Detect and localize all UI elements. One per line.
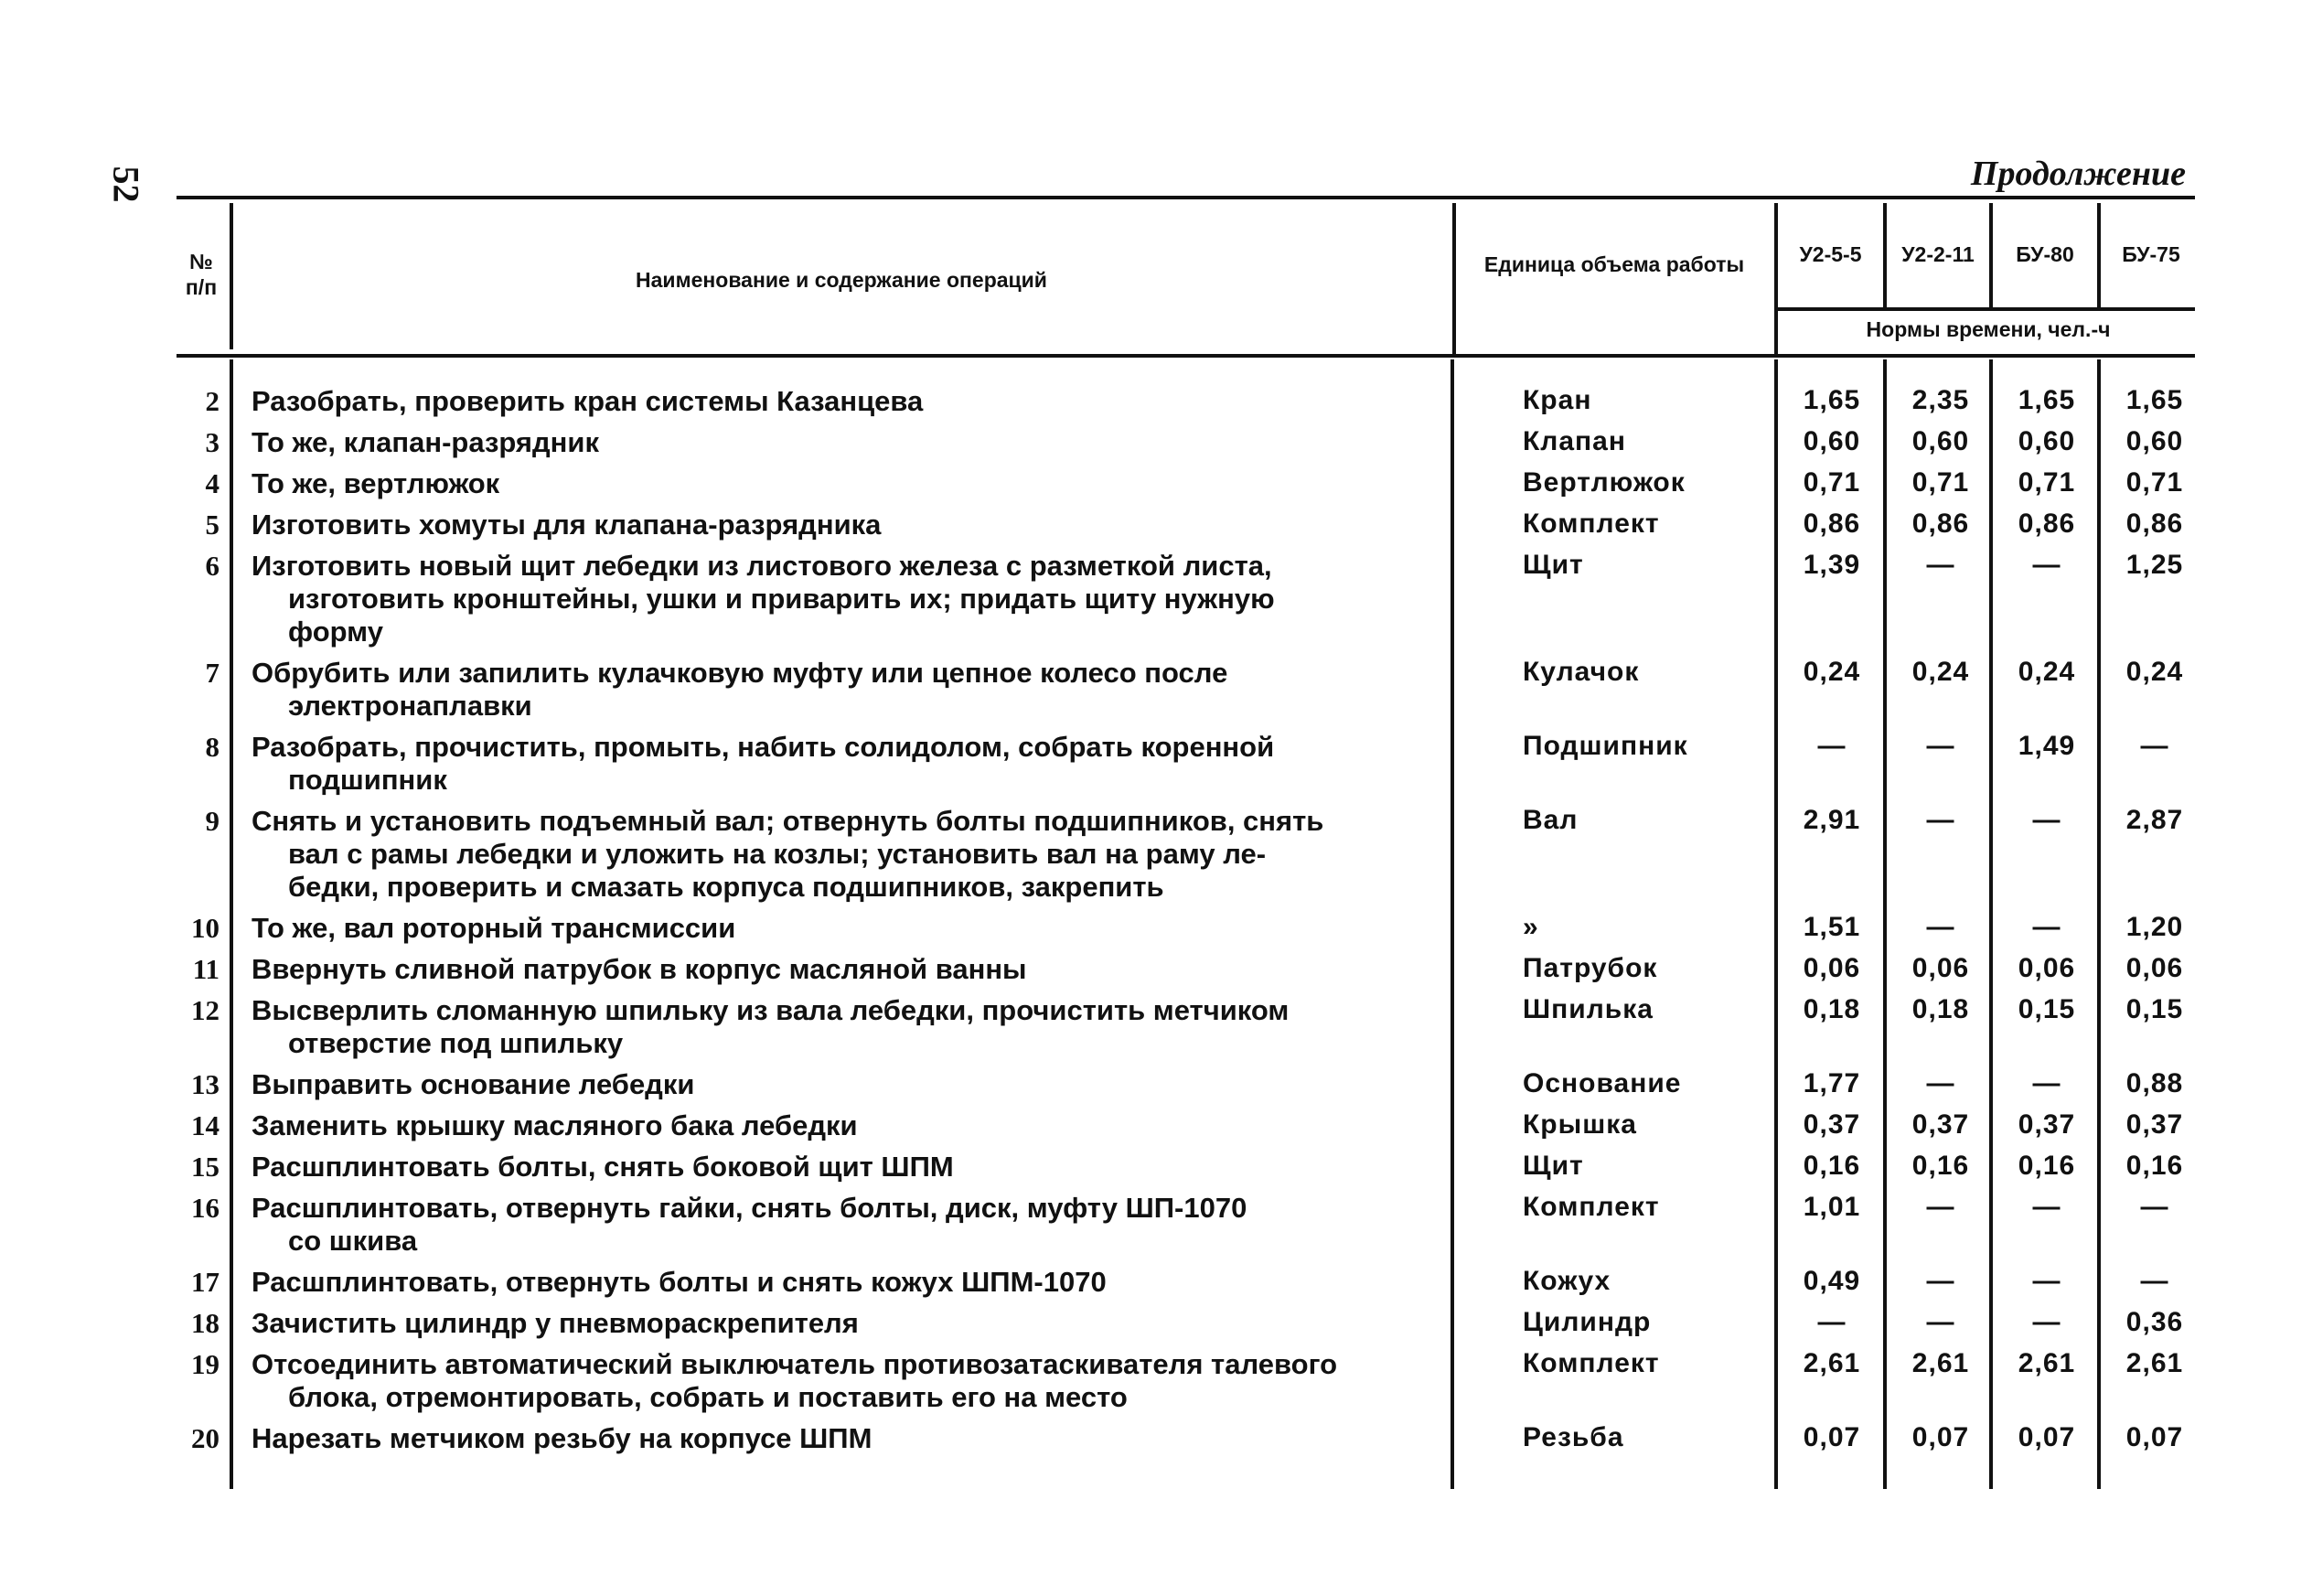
time-norm-value: —	[1926, 805, 1955, 835]
time-norm-value: 0,71	[1803, 467, 1861, 498]
operation-line: То же, вертлюжок	[252, 467, 500, 499]
time-norm-value: 0,15	[2125, 994, 2184, 1024]
table-row	[0, 1348, 2323, 1422]
time-norm-value: —	[2140, 1266, 2169, 1296]
row-number: 4	[205, 467, 219, 499]
operation-line: То же, вал роторный трансмиссии	[252, 912, 736, 944]
row-number: 17	[191, 1266, 219, 1298]
row-number: 7	[205, 657, 219, 689]
work-unit: Патрубок	[1523, 953, 1658, 983]
table-top-rule	[177, 196, 2195, 199]
time-norm-value: 1,25	[2125, 550, 2184, 580]
operation-name	[252, 953, 1431, 986]
operation-name	[252, 1266, 1431, 1299]
work-unit: Кулачок	[1523, 657, 1640, 687]
header-name: Наименование и содержание операций	[636, 268, 1047, 292]
time-norm-value: —	[2032, 912, 2061, 942]
time-norm-value: —	[2140, 731, 2169, 761]
time-norm-value: 0,37	[1911, 1109, 1970, 1140]
time-norm-value: 0,24	[2018, 657, 2076, 687]
table-row	[0, 953, 2323, 994]
operation-line: Нарезать метчиком резьбу на корпусе ШПМ	[252, 1422, 872, 1454]
work-unit: Вал	[1523, 805, 1579, 835]
operation-line: Расшплинтовать болты, снять боковой щит ШПМ	[252, 1151, 954, 1183]
header-num: № п/п	[185, 250, 218, 299]
operation-line: Расшплинтовать, отвернуть болты и снять кожух ШПМ-1070	[252, 1266, 1107, 1298]
work-unit: Цилиндр	[1523, 1307, 1652, 1337]
time-norm-value: 2,61	[2125, 1348, 2184, 1378]
table-row	[0, 1068, 2323, 1109]
time-norm-value: 2,35	[1911, 385, 1970, 415]
operation-line: Зачистить цилиндр у пневмораскрепителя	[252, 1307, 859, 1339]
operation-name	[252, 731, 1431, 797]
time-norm-value: —	[2032, 1266, 2061, 1296]
operation-name	[252, 385, 1431, 418]
operation-name	[252, 1422, 1431, 1455]
row-number: 12	[191, 994, 219, 1026]
work-unit: Шпилька	[1523, 994, 1654, 1024]
row-number: 9	[205, 805, 219, 837]
operation-name	[252, 1348, 1431, 1414]
time-norm-value: 0,36	[2125, 1307, 2184, 1337]
time-norm-value: 0,16	[1803, 1151, 1861, 1181]
row-number: 5	[205, 509, 219, 541]
table-row	[0, 657, 2323, 731]
time-norm-value: —	[1926, 1192, 1955, 1222]
operation-line: Выправить основание лебедки	[252, 1068, 695, 1100]
time-norm-value: 0,07	[1911, 1422, 1970, 1452]
operation-line: Заменить крышку масляного бака лебедки	[252, 1109, 858, 1141]
row-number: 15	[191, 1151, 219, 1183]
time-norm-value: 0,37	[1803, 1109, 1861, 1140]
table-row	[0, 731, 2323, 805]
time-norm-value: 0,60	[1911, 426, 1970, 456]
row-number: 13	[191, 1068, 219, 1100]
operation-name	[252, 1307, 1431, 1340]
table-body	[0, 385, 2323, 1463]
time-norm-value: 1,65	[2018, 385, 2076, 415]
operation-line: Изготовить хомуты для клапана-разрядника	[252, 509, 882, 541]
page-number: 52	[105, 166, 147, 203]
operation-line: То же, клапан-разрядник	[252, 426, 599, 458]
time-norm-value: 0,06	[2018, 953, 2076, 983]
operation-line: Разобрать, проверить кран системы Казанцева	[252, 385, 924, 417]
time-norm-value: —	[2032, 1307, 2061, 1337]
table-row	[0, 994, 2323, 1068]
work-unit: Резьба	[1523, 1422, 1624, 1452]
operation-line: вал с рамы лебедки и уложить на козлы; установить вал на раму ле-	[288, 838, 1267, 870]
time-norm-value: 0,24	[1911, 657, 1970, 687]
operation-name	[252, 1109, 1431, 1142]
operation-line: Расшплинтовать, отвернуть гайки, снять болты, диск, муфту ШП-1070	[252, 1192, 1247, 1224]
row-number: 10	[191, 912, 219, 944]
time-norm-value: 0,86	[1911, 509, 1970, 539]
time-norm-value: 0,86	[2018, 509, 2076, 539]
time-norm-value: —	[2032, 1068, 2061, 1098]
operation-line: Изготовить новый щит лебедки из листового железа с разметкой листа,	[252, 550, 1272, 582]
operation-line: Отсоединить автоматический выключатель противозатаскивателя талевого	[252, 1348, 1338, 1380]
row-number: 19	[191, 1348, 219, 1380]
work-unit: Основание	[1523, 1068, 1682, 1098]
time-norm-value: 1,51	[1803, 912, 1861, 942]
models-sub-rule	[1776, 307, 2195, 311]
work-unit: Щит	[1523, 550, 1584, 580]
work-unit: Щит	[1523, 1151, 1584, 1181]
operation-name	[252, 509, 1431, 541]
time-norm-value: 2,87	[2125, 805, 2184, 835]
time-norm-value: 0,24	[1803, 657, 1861, 687]
time-norm-value: 0,71	[2018, 467, 2076, 498]
operation-line: Снять и установить подъемный вал; отвернуть болты подшипников, снять	[252, 805, 1324, 837]
operation-name	[252, 1151, 1431, 1184]
work-unit: Комплект	[1523, 1192, 1660, 1222]
time-norm-value: —	[1926, 912, 1955, 942]
time-norm-value: —	[1926, 1068, 1955, 1098]
work-unit: Комплект	[1523, 1348, 1660, 1378]
work-unit: Вертлюжок	[1523, 467, 1686, 498]
time-norm-value: 0,37	[2018, 1109, 2076, 1140]
table-row	[0, 1266, 2323, 1307]
table-row	[0, 1151, 2323, 1192]
time-norm-value: 0,06	[1911, 953, 1970, 983]
time-norm-value: 0,06	[2125, 953, 2184, 983]
time-norm-value: 0,16	[2018, 1151, 2076, 1181]
time-norm-value: 2,61	[1803, 1348, 1861, 1378]
table-row	[0, 467, 2323, 509]
time-norm-value: 0,18	[1803, 994, 1861, 1024]
time-norm-value: 1,39	[1803, 550, 1861, 580]
time-norm-value: 0,86	[2125, 509, 2184, 539]
header-divider	[1452, 203, 1456, 354]
time-norm-value: 0,24	[2125, 657, 2184, 687]
work-unit: »	[1523, 912, 1539, 942]
row-number: 11	[192, 953, 219, 985]
time-norm-value: 1,49	[2018, 731, 2076, 761]
operation-line: изготовить кронштейны, ушки и приварить их; придать щиту нужную	[288, 583, 1275, 615]
operation-line: со шкива	[288, 1225, 418, 1257]
row-number: 20	[191, 1422, 219, 1454]
operation-line: Разобрать, прочистить, промыть, набить солидолом, собрать коренной	[252, 731, 1275, 763]
time-norm-value: —	[2140, 1192, 2169, 1222]
work-unit: Крышка	[1523, 1109, 1637, 1140]
time-norm-value: 0,71	[2125, 467, 2184, 498]
operation-line: Высверлить сломанную шпильку из вала лебедки, прочистить метчиком	[252, 994, 1290, 1026]
time-norm-value: 0,71	[1911, 467, 1970, 498]
time-norm-value: 0,60	[2018, 426, 2076, 456]
time-norm-value: 0,07	[2018, 1422, 2076, 1452]
time-norm-value: 0,16	[1911, 1151, 1970, 1181]
table-row	[0, 1422, 2323, 1463]
table-row	[0, 385, 2323, 426]
row-number: 6	[205, 550, 219, 582]
time-norm-value: 0,16	[2125, 1151, 2184, 1181]
time-norm-value: 2,61	[2018, 1348, 2076, 1378]
header-unit: Единица объема работы	[1483, 252, 1745, 276]
time-norm-value: 0,18	[1911, 994, 1970, 1024]
operation-line: блока, отремонтировать, собрать и поставить его на место	[288, 1381, 1128, 1413]
time-norm-value: —	[2032, 805, 2061, 835]
header-model: БУ-75	[2122, 242, 2180, 266]
table-row	[0, 509, 2323, 550]
time-norm-value: 0,60	[1803, 426, 1861, 456]
table-row	[0, 805, 2323, 912]
header-model: БУ-80	[2016, 242, 2074, 266]
time-norm-value: —	[1926, 550, 1955, 580]
time-norm-value: 0,60	[2125, 426, 2184, 456]
operation-name	[252, 1192, 1431, 1258]
header-bottom-rule	[177, 354, 2195, 358]
time-norm-value: 0,49	[1803, 1266, 1861, 1296]
operation-name	[252, 912, 1431, 945]
table-row	[0, 1109, 2323, 1151]
time-norm-value: 2,91	[1803, 805, 1861, 835]
operation-name	[252, 805, 1431, 904]
operation-name	[252, 1068, 1431, 1101]
time-norm-value: 0,37	[2125, 1109, 2184, 1140]
table-row	[0, 550, 2323, 657]
row-number: 2	[205, 385, 219, 417]
operation-name	[252, 657, 1431, 723]
operation-line: отверстие под шпильку	[288, 1027, 624, 1059]
time-norm-value: 1,65	[2125, 385, 2184, 415]
time-norm-value: 0,07	[2125, 1422, 2184, 1452]
time-norm-value: 0,06	[1803, 953, 1861, 983]
time-norm-value: 2,61	[1911, 1348, 1970, 1378]
time-norm-value: 1,20	[2125, 912, 2184, 942]
table-row	[0, 1192, 2323, 1266]
time-norm-value: 1,77	[1803, 1068, 1861, 1098]
row-number: 8	[205, 731, 219, 763]
time-norm-value: —	[1817, 731, 1847, 761]
work-unit: Кожух	[1523, 1266, 1611, 1296]
row-number: 16	[191, 1192, 219, 1224]
table-row	[0, 426, 2323, 467]
time-norm-value: 1,01	[1803, 1192, 1861, 1222]
work-unit: Подшипник	[1523, 731, 1688, 761]
time-norm-value: —	[1817, 1307, 1847, 1337]
operation-name	[252, 550, 1431, 648]
operation-line: форму	[288, 616, 383, 648]
time-norm-value: 0,07	[1803, 1422, 1861, 1452]
time-norm-value: 1,65	[1803, 385, 1861, 415]
operation-line: Обрубить или запилить кулачковую муфту или цепное колесо после	[252, 657, 1228, 689]
time-norm-value: 0,15	[2018, 994, 2076, 1024]
time-norm-value: 0,86	[1803, 509, 1861, 539]
table-row	[0, 1307, 2323, 1348]
row-number: 3	[205, 426, 219, 458]
operation-line: подшипник	[288, 764, 447, 796]
time-norm-value: —	[1926, 731, 1955, 761]
time-norm-value: —	[1926, 1266, 1955, 1296]
work-unit: Кран	[1523, 385, 1592, 415]
time-norm-value: 0,88	[2125, 1068, 2184, 1098]
row-number: 18	[191, 1307, 219, 1339]
table-row	[0, 912, 2323, 953]
operation-name	[252, 426, 1431, 459]
header-model: У2-2-11	[1901, 242, 1975, 266]
time-norm-value: —	[2032, 1192, 2061, 1222]
operation-line: Ввернуть сливной патрубок в корпус масляной ванны	[252, 953, 1027, 985]
work-unit: Клапан	[1523, 426, 1626, 456]
header-model: У2-5-5	[1799, 242, 1862, 266]
time-norm-value: —	[1926, 1307, 1955, 1337]
operation-name	[252, 994, 1431, 1060]
operation-name	[252, 467, 1431, 500]
continuation-label: Продолжение	[1970, 155, 2186, 193]
work-unit: Комплект	[1523, 509, 1660, 539]
header-divider	[230, 203, 233, 349]
operation-line: бедки, проверить и смазать корпуса подшипников, закрепить	[288, 871, 1164, 903]
row-number: 14	[191, 1109, 219, 1141]
header-norms: Нормы времени, чел.-ч	[1866, 317, 2111, 341]
time-norm-value: —	[2032, 550, 2061, 580]
operation-line: электронаплавки	[288, 690, 532, 722]
